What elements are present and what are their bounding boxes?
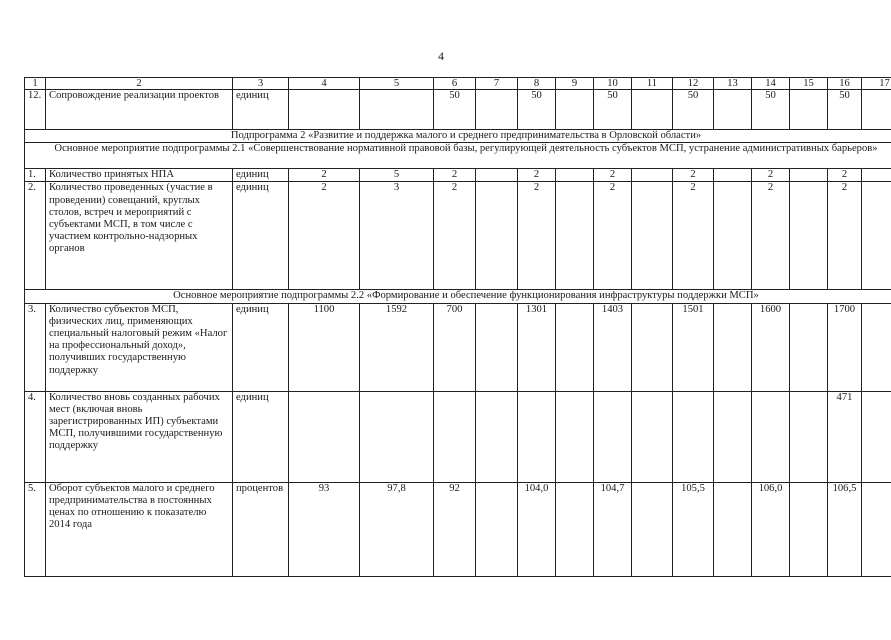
header-cell: 1 xyxy=(25,78,46,90)
value-cell xyxy=(752,391,790,482)
table-row xyxy=(25,90,891,130)
value-cell: 2 xyxy=(594,169,632,182)
value-cell xyxy=(556,169,594,182)
value-cell xyxy=(714,90,752,130)
value-cell xyxy=(476,391,518,482)
table-row xyxy=(25,182,891,290)
value-cell: 97,8 xyxy=(360,482,434,576)
value-cell xyxy=(476,303,518,391)
value-cell: 104,7 xyxy=(594,482,632,576)
measure-heading: Основное мероприятие подпрограммы 2.1 «Совершенствование нормативной правовой базы, регулирующей деятельность субъектов МСП, устранение административных барьеров» xyxy=(25,143,891,169)
value-cell xyxy=(862,182,891,290)
value-cell xyxy=(556,182,594,290)
value-cell: 106,5 xyxy=(828,482,862,576)
value-cell xyxy=(476,90,518,130)
row-number: 5. xyxy=(25,482,46,576)
value-cell xyxy=(632,182,673,290)
value-cell: 105,5 xyxy=(673,482,714,576)
value-cell: 50 xyxy=(752,90,790,130)
column-number-row xyxy=(25,78,891,90)
value-cell: 2 xyxy=(518,169,556,182)
value-cell: 1592 xyxy=(360,303,434,391)
value-cell: 92 xyxy=(434,482,476,576)
value-cell xyxy=(360,391,434,482)
section-row xyxy=(25,143,891,169)
value-cell xyxy=(632,169,673,182)
value-cell: 93 xyxy=(289,482,360,576)
value-cell xyxy=(862,90,891,130)
measure-heading: Основное мероприятие подпрограммы 2.2 «Формирование и обеспечение функционирования инфраструктуры поддержки МСП» xyxy=(25,290,891,303)
header-cell: 6 xyxy=(434,78,476,90)
header-cell: 4 xyxy=(289,78,360,90)
value-cell: 2 xyxy=(434,182,476,290)
value-cell xyxy=(790,169,828,182)
indicator-name: Количество принятых НПА xyxy=(46,169,233,182)
value-cell xyxy=(714,391,752,482)
value-cell xyxy=(790,391,828,482)
header-cell: 8 xyxy=(518,78,556,90)
header-cell: 3 xyxy=(233,78,289,90)
value-cell: 2 xyxy=(828,169,862,182)
section-row xyxy=(25,290,891,303)
value-cell: 50 xyxy=(673,90,714,130)
row-number: 12. xyxy=(25,90,46,130)
value-cell xyxy=(673,391,714,482)
header-cell: 2 xyxy=(46,78,233,90)
section-row xyxy=(25,130,891,143)
value-cell: 1100 xyxy=(289,303,360,391)
value-cell: 2 xyxy=(673,182,714,290)
page-number: 4 xyxy=(438,49,444,63)
value-cell: 2 xyxy=(518,182,556,290)
value-cell xyxy=(556,482,594,576)
value-cell xyxy=(632,303,673,391)
value-cell: 50 xyxy=(828,90,862,130)
value-cell xyxy=(434,391,476,482)
value-cell: 700 xyxy=(434,303,476,391)
value-cell: 2 xyxy=(752,182,790,290)
value-cell: 1700 xyxy=(828,303,862,391)
indicators-table xyxy=(24,77,891,577)
value-cell: 1301 xyxy=(518,303,556,391)
value-cell xyxy=(862,169,891,182)
unit-cell: единиц xyxy=(233,391,289,482)
value-cell xyxy=(556,90,594,130)
value-cell: 50 xyxy=(434,90,476,130)
value-cell: 50 xyxy=(594,90,632,130)
value-cell: 1403 xyxy=(594,303,632,391)
value-cell xyxy=(714,482,752,576)
value-cell: 2 xyxy=(828,182,862,290)
value-cell xyxy=(518,391,556,482)
row-number: 1. xyxy=(25,169,46,182)
value-cell xyxy=(790,90,828,130)
value-cell xyxy=(790,303,828,391)
value-cell xyxy=(632,90,673,130)
value-cell: 2 xyxy=(289,182,360,290)
indicator-name: Оборот субъектов малого и среднего предпринимательства в постоянных ценах по отношению к показателю 2014 года xyxy=(46,482,233,576)
header-cell: 15 xyxy=(790,78,828,90)
value-cell xyxy=(714,169,752,182)
unit-cell: единиц xyxy=(233,169,289,182)
table-row xyxy=(25,303,891,391)
value-cell xyxy=(714,303,752,391)
header-cell: 7 xyxy=(476,78,518,90)
header-cell: 10 xyxy=(594,78,632,90)
value-cell xyxy=(289,391,360,482)
row-number: 2. xyxy=(25,182,46,290)
header-cell: 14 xyxy=(752,78,790,90)
value-cell: 5 xyxy=(360,169,434,182)
value-cell: 1501 xyxy=(673,303,714,391)
header-cell: 12 xyxy=(673,78,714,90)
value-cell xyxy=(594,391,632,482)
value-cell: 106,0 xyxy=(752,482,790,576)
value-cell xyxy=(476,169,518,182)
indicator-name: Количество субъектов МСП, физических лиц, применяющих специальный налоговый режим «Налог на профессиональный доход», получивших государственную поддержку xyxy=(46,303,233,391)
value-cell xyxy=(790,182,828,290)
table-row xyxy=(25,169,891,182)
table-row xyxy=(25,482,891,576)
indicator-name: Количество вновь созданных рабочих мест (включая вновь зарегистрированных ИП) субъектами МСП, получившими государственную поддержку xyxy=(46,391,233,482)
value-cell xyxy=(556,303,594,391)
value-cell: 3 xyxy=(360,182,434,290)
value-cell xyxy=(476,182,518,290)
row-number: 3. xyxy=(25,303,46,391)
unit-cell: единиц xyxy=(233,90,289,130)
header-cell: 11 xyxy=(632,78,673,90)
value-cell: 2 xyxy=(289,169,360,182)
row-number: 4. xyxy=(25,391,46,482)
header-cell: 16 xyxy=(828,78,862,90)
value-cell: 104,0 xyxy=(518,482,556,576)
indicator-name: Количество проведенных (участие в проведении) совещаний, круглых столов, встреч и мероприятий с субъектами МСП, в том числе с участием контрольно-надзорных органов xyxy=(46,182,233,290)
header-cell: 17 xyxy=(862,78,891,90)
value-cell: 2 xyxy=(752,169,790,182)
value-cell xyxy=(556,391,594,482)
value-cell xyxy=(862,482,891,576)
subprogram-heading: Подпрограмма 2 «Развитие и поддержка малого и среднего предпринимательства в Орловской области» xyxy=(25,130,891,143)
value-cell: 471 xyxy=(828,391,862,482)
value-cell: 2 xyxy=(434,169,476,182)
unit-cell: единиц xyxy=(233,303,289,391)
value-cell xyxy=(632,482,673,576)
value-cell: 50 xyxy=(518,90,556,130)
unit-cell: единиц xyxy=(233,182,289,290)
value-cell xyxy=(790,482,828,576)
value-cell xyxy=(862,391,891,482)
value-cell: 2 xyxy=(673,169,714,182)
table-row xyxy=(25,391,891,482)
value-cell: 1600 xyxy=(752,303,790,391)
header-cell: 5 xyxy=(360,78,434,90)
value-cell xyxy=(289,90,360,130)
value-cell: 2 xyxy=(594,182,632,290)
header-cell: 13 xyxy=(714,78,752,90)
value-cell xyxy=(714,182,752,290)
value-cell xyxy=(862,303,891,391)
indicator-name: Сопровождение реализации проектов xyxy=(46,90,233,130)
value-cell xyxy=(476,482,518,576)
unit-cell: процентов xyxy=(233,482,289,576)
value-cell xyxy=(632,391,673,482)
header-cell: 9 xyxy=(556,78,594,90)
value-cell xyxy=(360,90,434,130)
